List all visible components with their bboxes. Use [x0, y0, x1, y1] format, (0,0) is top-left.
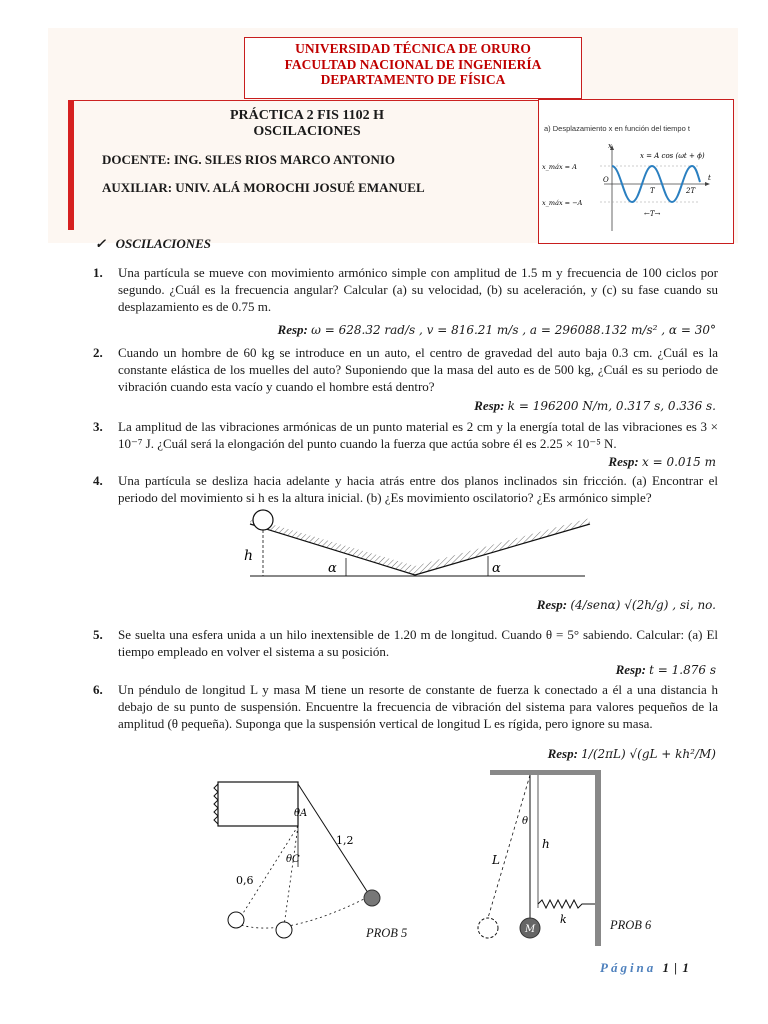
thetaA-label: θA: [294, 808, 308, 819]
section-title: ✓ OSCILACIONES: [95, 236, 212, 251]
thetaC-label: θC: [286, 854, 300, 865]
problem-6: [93, 681, 718, 732]
graph-origin-label: O: [603, 176, 609, 184]
problem-number: 3.: [93, 419, 103, 434]
displacement-time-graph: [540, 136, 732, 241]
practice-title: PRÁCTICA 2 FIS 1102 H: [229, 108, 385, 123]
graph-equation: x = A cos (ωt + ϕ): [640, 152, 705, 160]
problem-5: [93, 626, 718, 660]
practice-topic: OSCILACIONES: [253, 124, 361, 139]
problem-text: Cuando un hombre de 60 kg se introduce en un auto, el centro de gravedad del auto baja 0.3 cm. ¿Cuál es la constante elástica de los muelles del auto? Suponiendo que la masa del auto es de 500 kg, ¿Cuál es su periodo de vibración cuando esta vacío y cuando el hombre está dentro?: [118, 345, 718, 394]
problem-number: 6.: [93, 682, 103, 697]
graph-2T-mark: 2T: [686, 187, 696, 195]
header-divider: [74, 100, 540, 101]
prob6-label: PROB 6: [610, 918, 652, 932]
problem-number: 5.: [93, 627, 103, 642]
problem-2-answer: Resp: k = 196200 N/m, 0.317 s, 0.336 s.: [474, 398, 716, 413]
sphere-position-icon: [228, 912, 244, 928]
checkmark-icon: ✓: [95, 236, 116, 251]
practice-title-block: [74, 108, 540, 140]
page-footer: [600, 960, 690, 976]
problem-number: 4.: [93, 473, 103, 488]
problem-text: Una partícula se desliza hacia adelante y hacia atrás entre dos planos inclinados sin fricción. (a) Encontrar el periodo del movimiento si h es la altura inicial. (b) ¿Es movimiento oscilatorio? ¿Es armónico simple?: [118, 473, 718, 505]
M-label: M: [525, 924, 536, 935]
problem-5-answer: Resp: t = 1.876 s: [615, 662, 716, 677]
problem-text: Un péndulo de longitud L y masa M tiene un resorte de constante de fuerza k conectado a él a una distancia h debajo de su punto de suspensión. Encuentre la frecuencia de vibración del sistema para valores pequeños de la amplitud (θ pequeña). Suponga que la suspensión vertical de longitud L es rígida, pero ignore su masa.: [118, 682, 718, 731]
figure-caption: a) Desplazamiento x en función del tiempo t: [544, 124, 690, 133]
graph-xmax-label: x_máx = A: [542, 163, 577, 171]
problem-text: Se suelta una esfera unida a un hilo inextensible de 1.20 m de longitud. Cuando θ = 5° sabiendo. Calcular: (a) El tiempo empleado en volver el sistema a su posición.: [118, 627, 718, 659]
k-label: k: [560, 913, 567, 926]
problem-text: Una partícula se mueve con movimiento armónico simple con amplitud de 1.5 m y frecuencia de 100 ciclos por segundo. ¿Cuál es la frecuencia angular? Calcular (a) su velocidad, (b) su aceleración, y (c) su fase cuando su desplazamiento es de 0.75 m.: [118, 265, 718, 314]
auxiliar-line: AUXILIAR: UNIV. ALÁ MOROCHI JOSUÉ EMANUEL: [102, 180, 425, 195]
problem-4: [93, 472, 718, 506]
angle-label-right: α: [492, 561, 501, 576]
h-label: h: [542, 837, 550, 851]
L-label: L: [492, 853, 500, 867]
page-number: 1 | 1: [662, 960, 690, 975]
problem-3-answer: Resp: x = 0.015 m: [608, 454, 716, 469]
problem-3: [93, 418, 718, 452]
problem-number: 2.: [93, 345, 103, 360]
spring-icon: [538, 900, 595, 908]
sphere-position-icon: [276, 922, 292, 938]
problem-4-answer: Resp: (4/senα) √(2h/g) , si, no.: [536, 597, 716, 612]
graph-period-mark: ←T→: [644, 210, 661, 218]
graph-xmin-label: x_máx = −A: [542, 199, 583, 207]
problem-text: La amplitud de las vibraciones armónicas de un punto material es 2 cm y la energía total de las vibraciones es 3 × 10⁻⁷ J. ¿Cuál será la elongación del punto cuando la fuerza que actúa sobre él es 2.25 × 10⁻⁵ N.: [118, 419, 718, 451]
pendulum-diagram-prob5: [210, 772, 410, 947]
problem-1-answer: Resp: ω = 628.32 rad/s , v = 816.21 m/s , a = 296088.132 m/s² , α = 30°: [277, 322, 716, 337]
footer-word: Página: [600, 960, 657, 975]
docente-line: DOCENTE: ING. SILES RIOS MARCO ANTONIO: [102, 152, 396, 167]
university-header-box: [244, 37, 582, 99]
department-name: DEPARTAMENTO DE FÍSICA: [320, 72, 506, 87]
mass-position-icon: [478, 918, 498, 938]
angle-label-left: α: [328, 561, 337, 576]
length-12-label: 1,2: [336, 834, 354, 847]
graph-t-axis-label: t: [708, 174, 711, 182]
graph-x-axis-label: x: [608, 142, 612, 150]
sphere-icon: [364, 890, 380, 906]
length-06-label: 0,6: [236, 874, 254, 887]
problem-number: 1.: [93, 265, 103, 280]
theta-label: θ: [522, 816, 529, 827]
prob5-label: PROB 5: [366, 926, 408, 940]
height-label: h: [244, 548, 254, 564]
problem-2: [93, 344, 718, 395]
problem-6-answer: Resp: 1/(2πL) √(gL + kh²/M): [547, 746, 716, 761]
graph-T-mark: T: [650, 187, 655, 195]
problem-1: [93, 264, 718, 315]
inclined-planes-diagram: [230, 508, 610, 588]
university-name: UNIVERSIDAD TÉCNICA DE ORURO: [295, 41, 531, 56]
pendulum-spring-diagram-prob6: [470, 768, 610, 948]
particle-icon: [253, 510, 273, 530]
faculty-name: FACULTAD NACIONAL DE INGENIERÍA: [284, 56, 542, 72]
